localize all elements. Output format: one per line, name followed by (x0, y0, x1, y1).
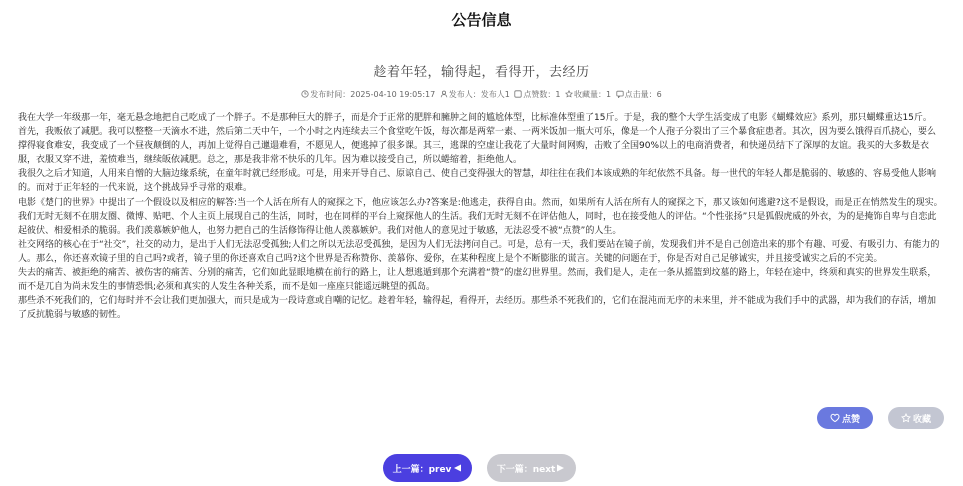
article-paragraph: 社交网络的核心在于“社交”，社交的动力，是出于人们无法忍受孤独;人们之所以无法忍受孤独，是因为人们无法拷问自己。可是，总有一天，我们要站在镜子前，发现我们并不是自己创造出来的那个有趣、可爱、有吸引力、有能力的人。那么，你还喜欢镜子里的自己吗?或者，镜子里的你还喜欢自己吗?这个世界是否称赞你、羡慕你、爱你，在某种程度上是个不断膨胀的谎言。关键的问题在于，你是否对自己足够诚实，并且接受诚实之后的不完美。 (18, 239, 940, 264)
clicks-label: 点击量： (624, 90, 657, 99)
published-label: 发布时间： (310, 90, 351, 99)
page-title: 公告信息 (451, 11, 512, 29)
article-paragraph: 首先，我贩依了减肥。我可以整整一天滴水不进，然后第二天中午，一个小时之内连续去三个食堂吃午饭，每次都是两荤一素、一两米饭加一瓶大可乐，像是一个人孢子分裂出了三个暴食症患者。其次，因为要么饿得百爪挠心，要么撑得寝食难安，我变成了一个昼夜颠倒的人，再加上觉得自己邋遢难看，不愿见人，便逃掉了很多课。其三，逃课的空虚让我花了大量时间网购，击败了全国90%以上的电商消费者，和快递员结下了深厚的友谊。我买的大多数是衣服，衣服又穿不进，羞愤难当，继续皈依减肥。总之，那是我非常不快乐的几年。因为难以接受自己，所以蜷缩着，拒绝他人。 (18, 127, 937, 166)
star-icon (565, 90, 573, 98)
publisher-meta (440, 90, 513, 99)
favorites-label: 收藏量： (574, 90, 607, 99)
favorites-meta (565, 90, 614, 99)
arrow-right-icon (556, 463, 566, 473)
publisher-label: 发布人： (448, 90, 481, 99)
prev-label: 上一篇：prev (392, 464, 452, 475)
heart-icon (830, 413, 840, 423)
article-paragraph: 失去的痛苦、被拒绝的痛苦、被伤害的痛苦、分别的痛苦，它们如此显眼地横在前行的路上，让人想逃遁到那个充满着“赞”的虚幻世界里。然而，我们是人，走在一条从摇篮到坟墓的路上，年轻在途中，终须和真实的世界发生联系，而不是兀自为尚未发生的事情恐惧;必须和真实的人发生各种关系，而不是如一座座只能遥远眺望的孤岛。 (18, 268, 937, 293)
article-paragraph: 那些杀不死我们的，它们每时并不会让我们更加强大，而只是成为一段诗意或自嘲的记忆。趁着年轻，输得起，看得开，去经历。那些杀不死我们的，它们在混沌而无序的未来里，并不能成为我们手中的武器，却为我们的存活，增加了反抗脆弱与敏感的韧性。 (18, 296, 937, 321)
star-icon (901, 413, 911, 423)
article-paragraph: 电影《楚门的世界》中提出了一个假设以及相应的解答:当一个人活在所有人的窥探之下，他应该怎么办?答案是:他逃走，获得自由。然而，如果所有人活在所有人的窥探之下，那又该如何逃避?这不是假设，而是正在悄然发生的现实。我们无时无刻不在朋友圈、微博、贴吧、个人主页上展现自己的生活，同时，也在同样的平台上窥探他人的生活。我们无时无刻不在评估他人，同时，也在接受他人的评估。“个性张扬”只是狐假虎威的外衣，为的是掩饰自卑与自恋此起彼伏、相爱相杀的脆弱。我们羡慕嫉妒他人，也努力把自己的生活修饰得让他人羡慕嫉妒。我们对他人的意见过于敏感，无法忍受不被“点赞”的人生。 (18, 197, 943, 236)
article-meta (0, 89, 963, 100)
user-icon (440, 90, 448, 98)
publisher-value: 发布人1 (480, 90, 510, 99)
prev-article-button[interactable] (383, 454, 472, 482)
like-label: 点赞 (841, 414, 860, 425)
likes-meta (514, 90, 563, 99)
clicks-value: 6 (656, 90, 662, 99)
like-button[interactable] (817, 407, 873, 429)
arrow-left-icon (452, 463, 462, 473)
clock-icon (301, 90, 309, 98)
next-article-button[interactable] (487, 454, 576, 482)
article-title: 趁着年轻，输得起，看得开，去经历 (373, 65, 590, 80)
favorites-value: 1 (606, 90, 612, 99)
thumbs-up-icon (514, 90, 522, 98)
next-label: 下一篇：next (496, 464, 556, 475)
published-value: 2025-04-10 19:05:17 (350, 90, 436, 99)
likes-label: 点赞数： (523, 90, 556, 99)
clicks-meta (616, 90, 662, 99)
published-meta (301, 90, 438, 99)
article-content (18, 111, 943, 322)
comment-icon (616, 90, 624, 98)
likes-value: 1 (555, 90, 561, 99)
favorite-label: 收藏 (912, 414, 931, 425)
article-paragraph: 我在大学一年级那一年，毫无悬念地把自己吃成了一个胖子。不是那种巨大的胖子，而是介于正常的肥胖和臃肿之间的尴尬体型，比标准体型重了15斤。于是，我的整个大学生活变成了电影《蝴蝶效应》系列，那只蝴蝶重达15斤。 (18, 113, 932, 123)
favorite-button[interactable] (888, 407, 944, 429)
article-paragraph: 我很久之后才知道，人用来自憎的大脑边缘系统，在童年时就已经形成。可是，用来开导自己、原谅自己、使自己变得强大的智慧，却往往在我们本该成熟的年纪依然不具备。每一世代的年轻人都是脆弱的、敏感的、容易受他人影响的。而对于正年轻的一代来说，这个挑战异乎寻常的艰难。 (18, 169, 937, 194)
